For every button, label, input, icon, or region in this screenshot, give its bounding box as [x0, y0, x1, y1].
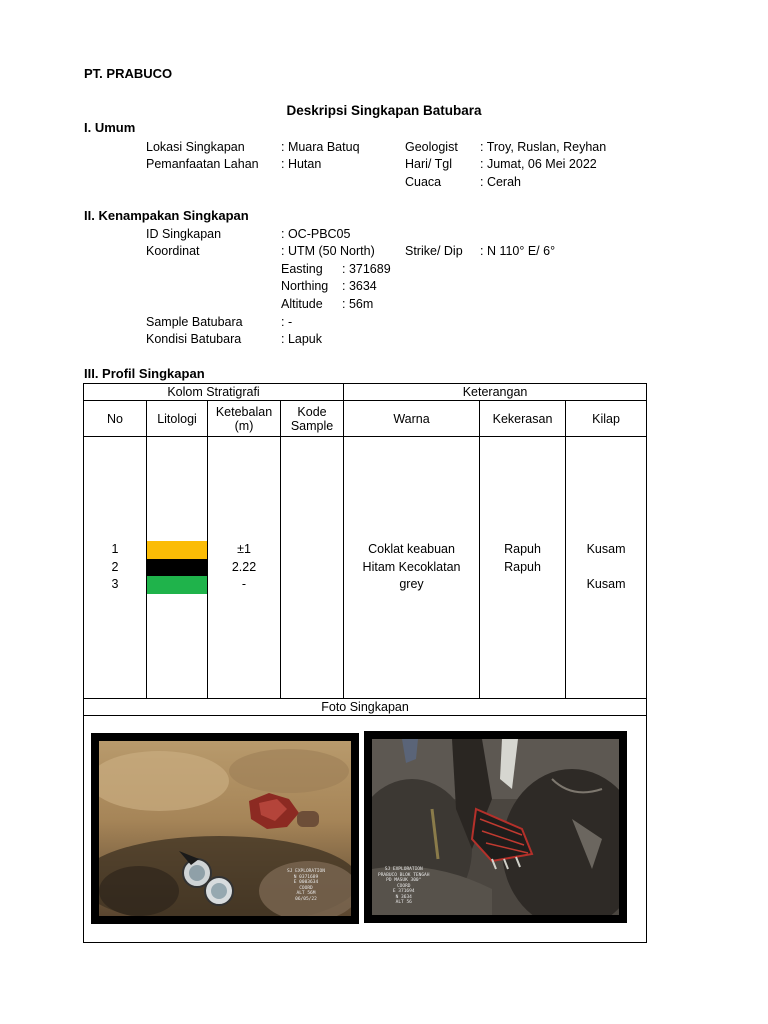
- strike-dip-value: : N 110° E/ 6°: [480, 244, 556, 258]
- altitude-value: : 56m: [342, 297, 374, 311]
- document-title: Deskripsi Singkapan Batubara: [286, 103, 482, 118]
- geologist-label: Geologist: [405, 140, 458, 154]
- hari-label: Hari/ Tgl: [405, 157, 453, 171]
- outcrop-photo-2: [364, 731, 627, 923]
- row-3-kilap: Kusam: [586, 577, 626, 592]
- row-1-kilap: Kusam: [586, 542, 626, 557]
- photo-1-stamp: SJ EXPLORATION N 0371689 E 0003634 COORD ALT 56M 06/05/22: [287, 869, 325, 902]
- no-column: [84, 437, 147, 699]
- row-3-ketebalan: -: [241, 577, 247, 592]
- sample-batubara-value: : -: [281, 315, 293, 329]
- profil-table: [83, 383, 647, 943]
- row-1-ketebalan: ±1: [237, 542, 251, 557]
- koordinat-value: : UTM (50 North): [281, 244, 375, 258]
- row-3-kekerasan: [480, 576, 565, 594]
- foto-singkapan-cell: [84, 716, 647, 943]
- kode-sample-column: [281, 437, 344, 699]
- kondisi-batubara-label: Kondisi Batubara: [146, 332, 242, 346]
- row-1-warna: Coklat keabuan: [368, 542, 455, 557]
- kondisi-batubara-value: : Lapuk: [281, 332, 323, 346]
- ketebalan-column: [208, 437, 281, 699]
- cuaca-label: Cuaca: [405, 175, 442, 189]
- keterangan-header: Keterangan: [344, 384, 647, 401]
- kekerasan-column: [480, 437, 566, 699]
- row-3-no: 3: [111, 577, 119, 592]
- lokasi-value: : Muara Batuq: [281, 140, 360, 154]
- col-warna-header: Warna: [344, 401, 480, 437]
- col-kode-header: Kode Sample: [281, 401, 344, 437]
- northing-label: Northing: [281, 279, 329, 293]
- northing-value: : 3634: [342, 279, 377, 293]
- section-kenampakan-heading: II. Kenampakan Singkapan: [84, 208, 249, 223]
- id-singkapan-value: : OC-PBC05: [281, 227, 351, 241]
- koordinat-label: Koordinat: [146, 244, 200, 258]
- row-2-no: 2: [111, 559, 119, 574]
- lokasi-label: Lokasi Singkapan: [146, 140, 245, 154]
- hari-value: : Jumat, 06 Mei 2022: [480, 157, 597, 171]
- col-kilap-header: Kilap: [566, 401, 647, 437]
- col-no-header: No: [84, 401, 147, 437]
- row-2-kekerasan: Rapuh: [504, 559, 541, 574]
- id-singkapan-label: ID Singkapan: [146, 227, 222, 241]
- row-2-warna: Hitam Kecoklatan: [362, 559, 461, 574]
- col-ketebalan-header: Ketebalan (m): [208, 401, 281, 437]
- row-3-warna: grey: [399, 577, 424, 592]
- lahan-label: Pemanfaatan Lahan: [146, 157, 259, 171]
- row-2-kilap: [566, 559, 646, 577]
- photo-2-stamp: SJ EXPLORATION PRABUCO BLOK TENGAH PD MASUK 300° COORD E 371694 N 3634 ALT 56: [378, 867, 430, 905]
- easting-label: Easting: [281, 262, 323, 276]
- easting-value: : 371689: [342, 262, 391, 276]
- kolom-stratigrafi-header: Kolom Stratigrafi: [84, 384, 344, 401]
- row-1-kekerasan: Rapuh: [504, 542, 541, 557]
- row-2-litologi-swatch: [146, 559, 208, 577]
- altitude-label: Altitude: [281, 297, 323, 311]
- outcrop-photo-1: [91, 733, 359, 924]
- cuaca-value: : Cerah: [480, 175, 521, 189]
- section-profil-heading: III. Profil Singkapan: [84, 366, 205, 381]
- strike-dip-label: Strike/ Dip: [405, 244, 463, 258]
- geologist-value: : Troy, Ruslan, Reyhan: [480, 140, 607, 154]
- section-umum-heading: I. Umum: [84, 120, 136, 135]
- row-1-no: 1: [111, 542, 119, 557]
- row-1-litologi-swatch: [146, 541, 208, 559]
- warna-column: [344, 437, 480, 699]
- foto-singkapan-header: Foto Singkapan: [84, 699, 647, 716]
- row-2-ketebalan: 2.22: [231, 559, 257, 574]
- lahan-value: : Hutan: [281, 157, 322, 171]
- sample-batubara-label: Sample Batubara: [146, 315, 243, 329]
- row-3-litologi-swatch: [146, 576, 208, 594]
- company-name: PT. PRABUCO: [84, 66, 173, 81]
- col-litologi-header: Litologi: [147, 401, 208, 437]
- col-kekerasan-header: Kekerasan: [480, 401, 566, 437]
- kilap-column: [566, 437, 647, 699]
- litologi-column: [147, 437, 208, 699]
